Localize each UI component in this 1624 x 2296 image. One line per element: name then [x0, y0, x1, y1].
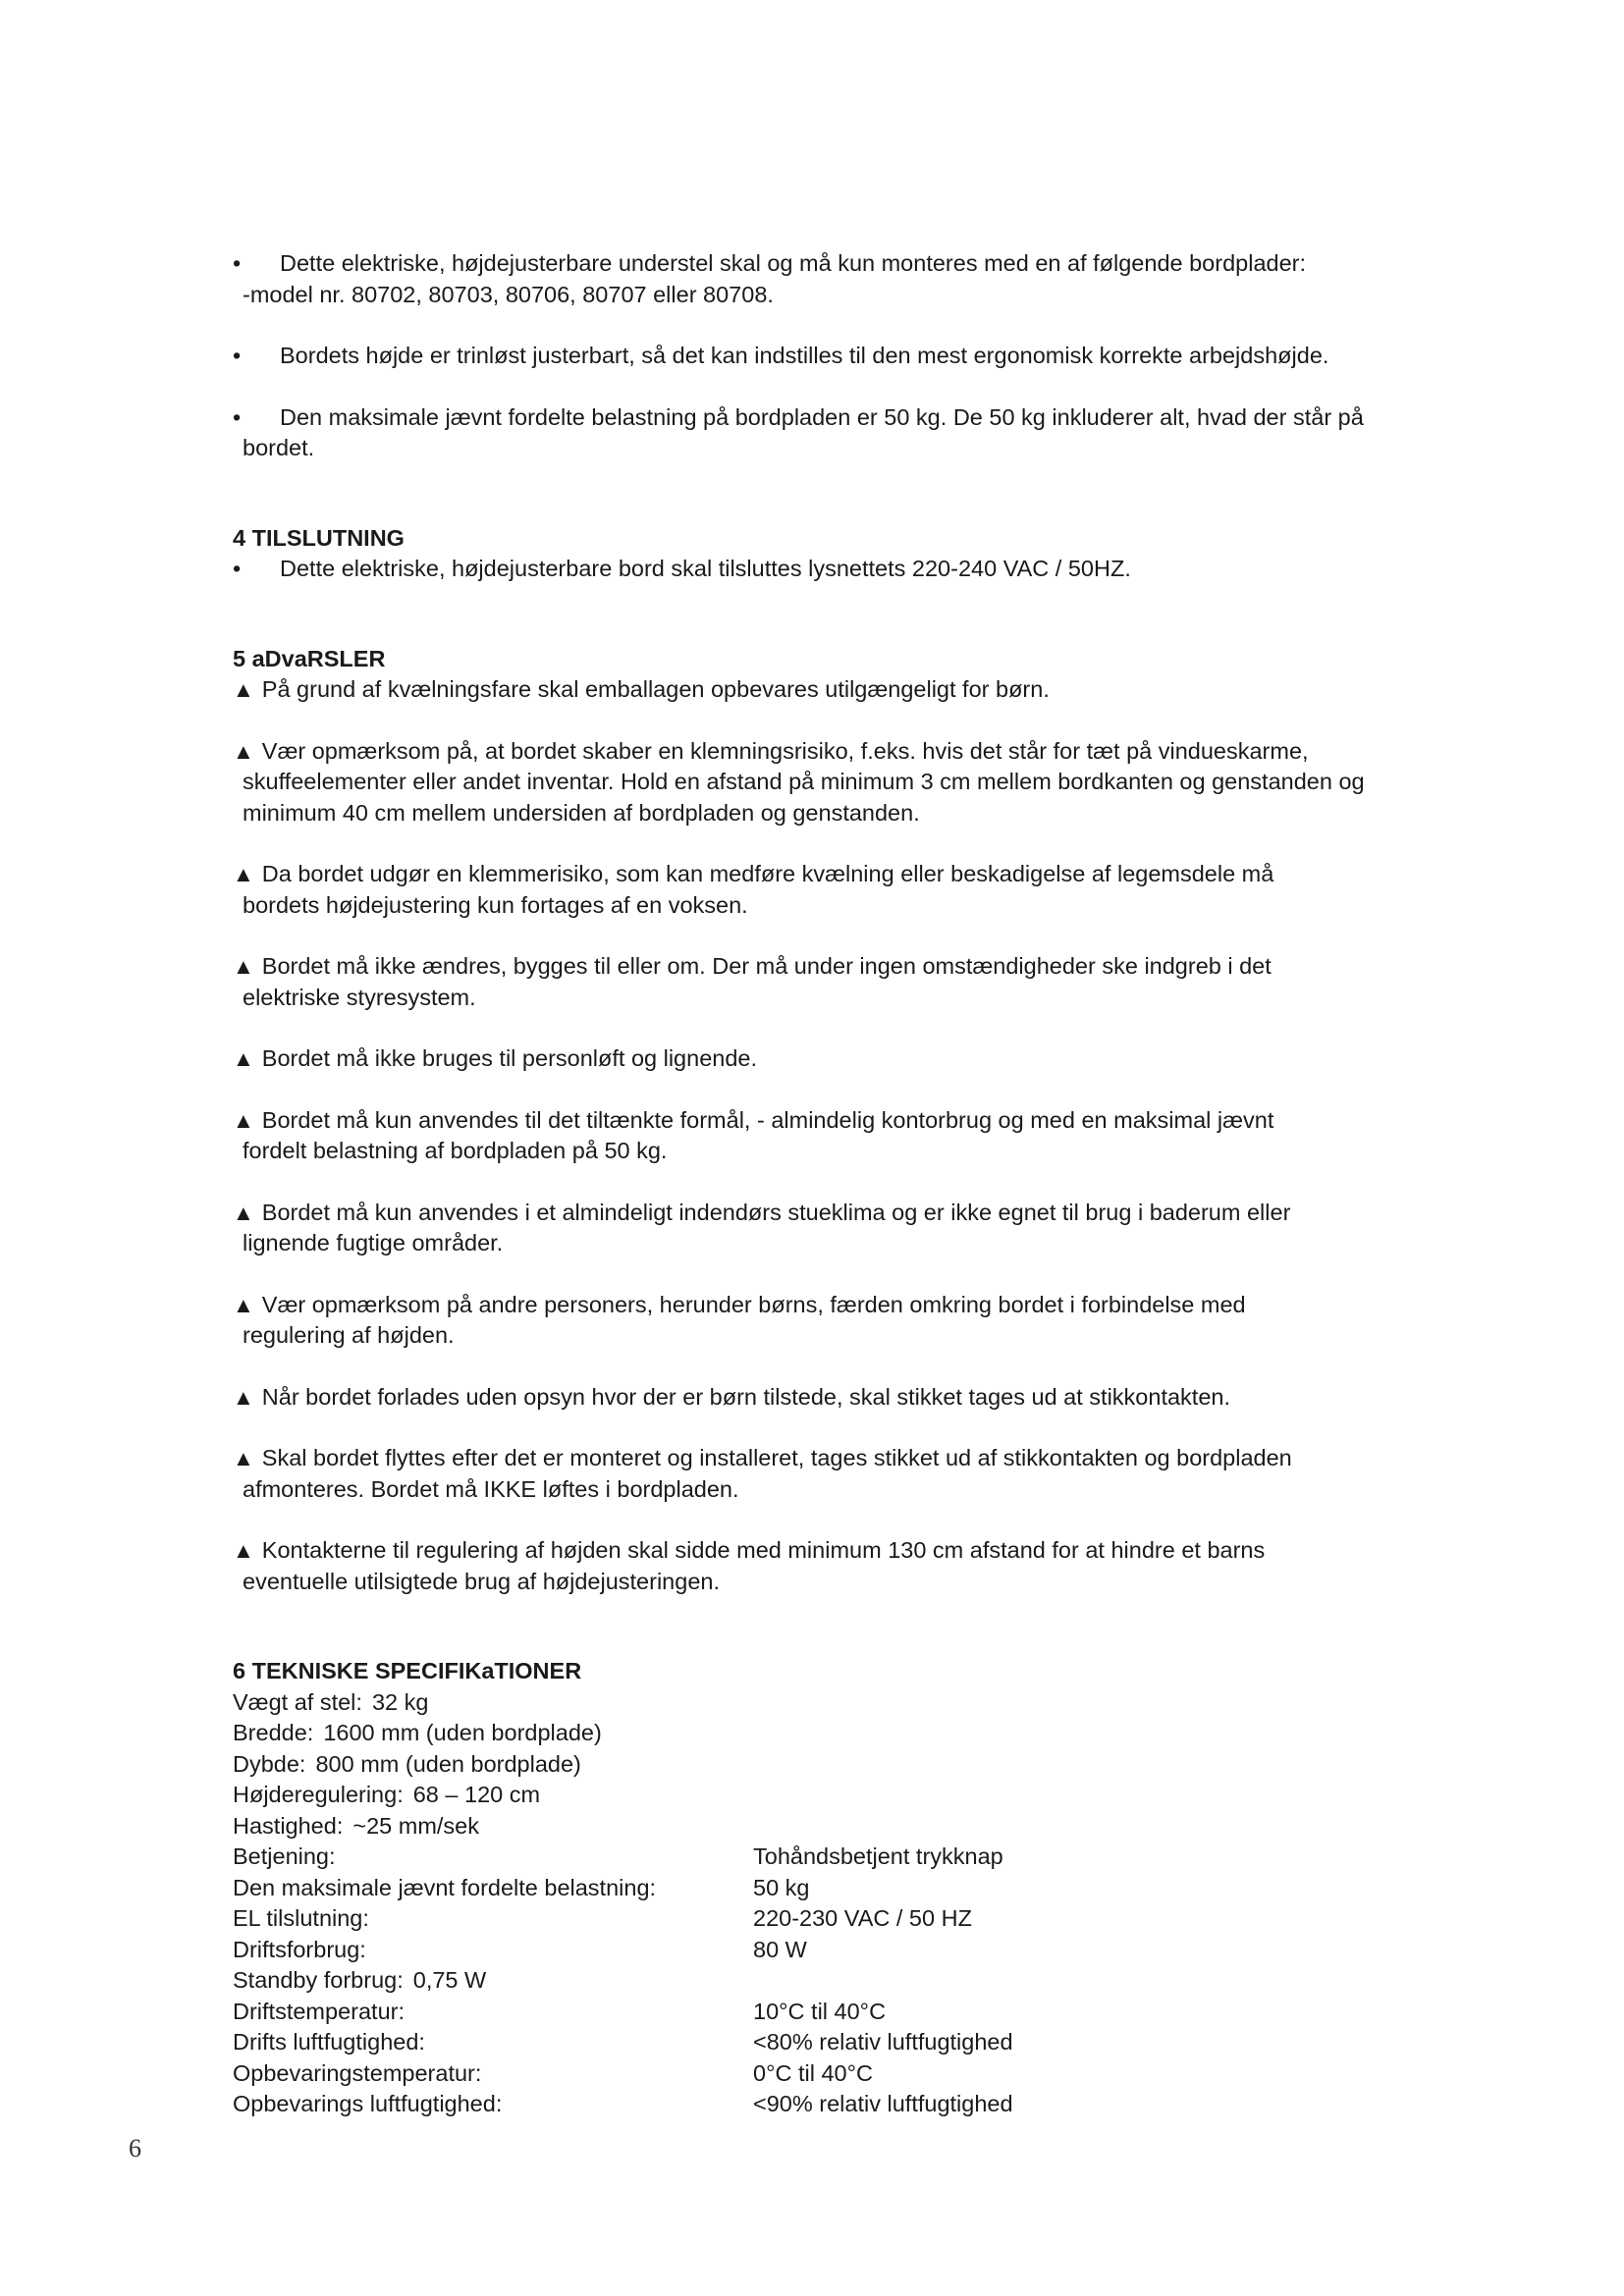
spec-row [233, 1903, 1440, 1935]
warning-triangle-icon: ▲ [233, 677, 254, 702]
spec-value: 10°C til 40°C [753, 1998, 887, 2024]
warning-text: Da bordet udgør en klemmerisiko, som kan medføre kvælning eller beskadigelse af legemsdele må [261, 861, 1274, 886]
warning-text: Bordet må kun anvendes i et almindeligt indendørs stueklima og er ikke egnet til brug i baderum eller [261, 1199, 1291, 1225]
warning-continuation: lignende fugtige områder. [243, 1230, 504, 1255]
intro-bullet-continuation: bordet. [243, 435, 315, 460]
spec-value: 32 kg [371, 1688, 429, 1715]
warning-item [233, 1290, 1440, 1352]
warning-continuation: afmonteres. Bordet må IKKE løftes i bordpladen. [243, 1475, 739, 1502]
connection-text: Dette elektriske, højdejusterbare bord skal tilsluttes lysnettets 220-240 VAC / 50HZ. [280, 556, 1131, 581]
warning-triangle-icon: ▲ [233, 954, 254, 979]
warning-text: På grund af kvælningsfare skal emballagen opbevares utilgængeligt for børn. [261, 676, 1050, 702]
warning-text: Bordet må ikke ændres, bygges til eller om. Der må under ingen omstændigheder ske indgreb i det [261, 953, 1272, 979]
section-specifications [233, 1656, 1440, 2120]
warning-text: Skal bordet flyttes efter det er monteret og installeret, tages stikket ud af stikkontakten og bordpladen [261, 1445, 1292, 1470]
bullet-glyph: • [233, 403, 242, 430]
warning-triangle-icon: ▲ [233, 1538, 254, 1563]
warning-item [233, 1043, 1440, 1075]
intro-bullet-continuation: -model nr. 80702, 80703, 80706, 80707 eller 80708. [243, 281, 774, 307]
warning-continuation: skuffeelementer eller andet inventar. Hold en afstand på minimum 3 cm mellem bordkanten og genstanden og minimum 40 cm mellem undersiden af bordpladen og genstanden. [243, 769, 1365, 826]
spec-label: Bredde: [233, 1720, 314, 1745]
bullet-glyph: • [233, 343, 242, 368]
section-6-heading: 6 TEKNISKE SPECIFIKaTIONER [233, 1658, 582, 1683]
spec-value: 68 – 120 cm [412, 1782, 541, 1807]
warning-item [233, 951, 1440, 1013]
warning-triangle-icon: ▲ [233, 1446, 254, 1470]
spec-label: Standby forbrug: [233, 1967, 404, 1993]
warning-item [233, 1198, 1440, 1259]
spec-row [233, 1965, 1440, 1997]
intro-bullet-3 [233, 402, 1440, 464]
warning-triangle-icon: ▲ [233, 1046, 254, 1071]
warning-text: Når bordet forlades uden opsyn hvor der er børn tilstede, skal stikket tages ud at stikkontakten. [261, 1383, 1230, 1410]
spec-row [233, 1718, 1440, 1749]
spec-value: 0,75 W [412, 1967, 487, 1993]
spec-row [233, 2058, 1440, 2090]
warning-text: Vær opmærksom på andre personers, herunder børns, færden omkring bordet i forbindelse med [261, 1291, 1246, 1317]
bullet-glyph: • [233, 556, 242, 581]
warning-item [233, 859, 1440, 921]
connection-bullet [233, 554, 1440, 585]
spec-label: Hastighed: [233, 1812, 344, 1839]
warning-continuation: regulering af højden. [243, 1322, 455, 1348]
section-4-heading: 4 TILSLUTNING [233, 524, 405, 551]
spec-row [233, 1780, 1440, 1811]
spec-row [233, 1842, 1440, 1873]
warning-list [233, 674, 1440, 1597]
intro-bullet-2 [233, 341, 1440, 372]
section-5-heading: 5 aDvaRSLER [233, 645, 386, 671]
intro-bullet-text: Dette elektriske, højdejusterbare understel skal og må kun monteres med en af følgende bordplader: [280, 250, 1307, 276]
spec-value: 0°C til 40°C [753, 2059, 873, 2086]
spec-value: 80 W [753, 1936, 807, 1962]
intro-bullet-list [233, 248, 1440, 464]
spec-row [233, 1687, 1440, 1719]
warning-text: Kontakterne til regulering af højden skal sidde med minimum 130 cm afstand for at hindre et barns [261, 1537, 1266, 1563]
warning-item [233, 674, 1440, 706]
spec-label: Opbevaringstemperatur: [233, 2059, 482, 2086]
warning-item [233, 1443, 1440, 1505]
warning-triangle-icon: ▲ [233, 1107, 254, 1133]
section-connection [233, 523, 1440, 585]
warning-continuation: bordets højdejustering kun fortages af en voksen. [243, 891, 748, 918]
spec-label: Vægt af stel: [233, 1688, 362, 1715]
spec-label: Betjening: [233, 1843, 336, 1869]
warning-text: Bordet må kun anvendes til det tiltænkte formål, - almindelig kontorbrug og med en maksimal jævnt [261, 1106, 1274, 1133]
spec-label: EL tilslutning: [233, 1905, 369, 1931]
page-number: 6 [129, 2134, 141, 2163]
warning-text: Vær opmærksom på, at bordet skaber en klemningsrisiko, f.eks. hvis det står for tæt på vindueskarme, [261, 737, 1309, 764]
spec-value: <90% relativ luftfugtighed [753, 2091, 1013, 2116]
spec-label: Den maksimale jævnt fordelte belastning: [233, 1874, 657, 1900]
spec-label: Drifts luftfugtighed: [233, 2029, 425, 2055]
spec-value: <80% relativ luftfugtighed [753, 2029, 1013, 2055]
warning-continuation: fordelt belastning af bordpladen på 50 kg. [243, 1138, 668, 1163]
warning-item [233, 1105, 1440, 1167]
warning-text: Bordet må ikke bruges til personløft og lignende. [261, 1045, 757, 1071]
intro-bullet-text: Bordets højde er trinløst justerbart, så det kan indstilles til den mest ergonomisk korrekte arbejdshøjde. [280, 343, 1329, 368]
intro-bullet-1 [233, 248, 1440, 310]
warning-continuation: eventuelle utilsigtede brug af højdejusteringen. [243, 1568, 720, 1594]
warning-triangle-icon: ▲ [233, 1200, 254, 1225]
spec-label: Opbevarings luftfugtighed: [233, 2091, 503, 2116]
warning-item [233, 1535, 1440, 1597]
spec-label: Driftstemperatur: [233, 1998, 405, 2024]
section-warnings [233, 644, 1440, 1598]
warning-triangle-icon: ▲ [233, 1292, 254, 1317]
spec-row [233, 1997, 1440, 2028]
spec-row [233, 2027, 1440, 2058]
spec-value: Tohåndsbetjent trykknap [753, 1843, 1003, 1869]
warning-item [233, 1382, 1440, 1414]
spec-label: Dybde: [233, 1750, 306, 1777]
bullet-glyph: • [233, 250, 242, 276]
spec-value: 800 mm (uden bordplade) [315, 1750, 581, 1777]
warning-triangle-icon: ▲ [233, 1384, 254, 1410]
spec-list [233, 1687, 1440, 2120]
spec-value: 220-230 VAC / 50 HZ [753, 1905, 972, 1931]
document-body [233, 248, 1440, 2120]
spec-row [233, 1935, 1440, 1966]
spec-label: Driftsforbrug: [233, 1936, 366, 1962]
warning-item [233, 736, 1440, 829]
spec-row [233, 1811, 1440, 1842]
intro-bullet-text: Den maksimale jævnt fordelte belastning på bordpladen er 50 kg. De 50 kg inkluderer alt, hvad der står på [280, 403, 1364, 430]
spec-value: 1600 mm (uden bordplade) [323, 1720, 602, 1745]
spec-row [233, 1873, 1440, 1904]
spec-label: Højderegulering: [233, 1782, 404, 1807]
spec-value: 50 kg [753, 1874, 810, 1900]
warning-triangle-icon: ▲ [233, 862, 254, 886]
spec-value: ~25 mm/sek [352, 1812, 480, 1839]
spec-row [233, 1749, 1440, 1781]
spec-row [233, 2089, 1440, 2120]
warning-continuation: elektriske styresystem. [243, 984, 476, 1010]
warning-triangle-icon: ▲ [233, 738, 254, 764]
